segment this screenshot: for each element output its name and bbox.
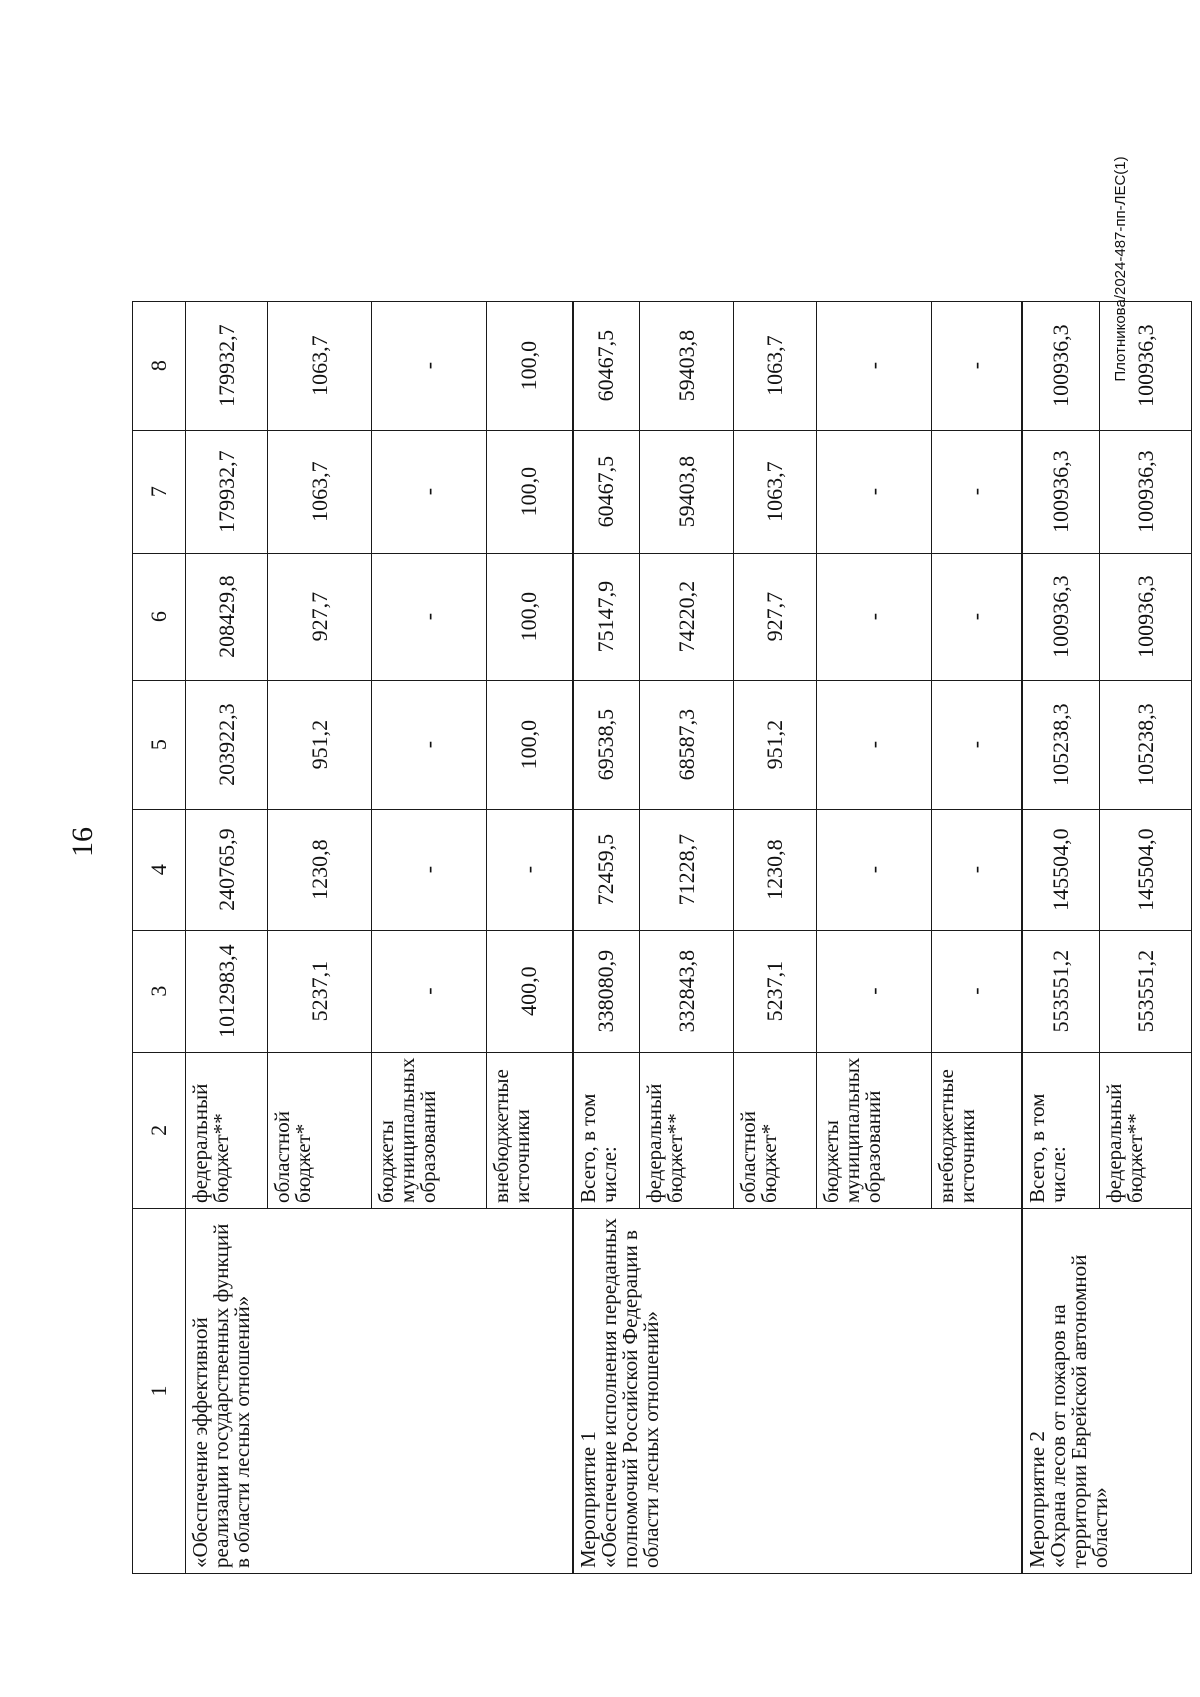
value-cell: 1063,7 xyxy=(734,430,817,553)
value-cell: - xyxy=(817,553,932,680)
budget-table xyxy=(132,301,1192,1574)
value-cell: - xyxy=(932,553,1022,680)
value-cell: 100936,3 xyxy=(1022,553,1100,680)
value-cell: 59403,8 xyxy=(640,301,734,430)
funding-source: областной бюджет* xyxy=(268,1052,372,1208)
value-cell: 100,0 xyxy=(487,680,573,809)
value-cell: 60467,5 xyxy=(573,301,640,430)
value-cell: 105238,3 xyxy=(1100,680,1192,809)
value-cell: 100,0 xyxy=(487,301,573,430)
value-cell: - xyxy=(372,930,487,1052)
value-cell: 145504,0 xyxy=(1022,809,1100,930)
value-cell: 1012983,4 xyxy=(186,930,268,1052)
table-row xyxy=(573,301,640,1573)
funding-source: федеральный бюджет** xyxy=(1100,1052,1192,1208)
value-cell: 332843,8 xyxy=(640,930,734,1052)
value-cell: 72459,5 xyxy=(573,809,640,930)
funding-source: федеральный бюджет** xyxy=(640,1052,734,1208)
column-header: 1 xyxy=(133,1209,186,1574)
value-cell: 1063,7 xyxy=(268,301,372,430)
value-cell: 100936,3 xyxy=(1022,301,1100,430)
value-cell: 179932,7 xyxy=(186,430,268,553)
value-cell: 240765,9 xyxy=(186,809,268,930)
value-cell: 59403,8 xyxy=(640,430,734,553)
value-cell: 553551,2 xyxy=(1022,930,1100,1052)
activity-cell xyxy=(573,1209,1022,1574)
table-body xyxy=(186,301,1192,1573)
value-cell: 71228,7 xyxy=(640,809,734,930)
value-cell: - xyxy=(372,680,487,809)
page-number: 16 xyxy=(66,827,99,857)
value-cell: 100936,3 xyxy=(1100,430,1192,553)
value-cell: - xyxy=(372,301,487,430)
value-cell: 203922,3 xyxy=(186,680,268,809)
value-cell: 74220,2 xyxy=(640,553,734,680)
value-cell: 553551,2 xyxy=(1100,930,1192,1052)
value-cell: 100936,3 xyxy=(1100,553,1192,680)
column-header: 5 xyxy=(133,680,186,809)
value-cell: 951,2 xyxy=(734,680,817,809)
activity-text: Мероприятие 1 xyxy=(575,1431,600,1568)
header-row xyxy=(133,301,186,1573)
funding-source: Всего, в том числе: xyxy=(1022,1052,1100,1208)
value-cell: - xyxy=(817,809,932,930)
value-cell: 100936,3 xyxy=(1022,430,1100,553)
value-cell: - xyxy=(932,430,1022,553)
value-cell: 75147,9 xyxy=(573,553,640,680)
column-header: 4 xyxy=(133,809,186,930)
funding-source: областной бюджет* xyxy=(734,1052,817,1208)
funding-source: внебюджетные источники xyxy=(487,1052,573,1208)
value-cell: - xyxy=(932,680,1022,809)
funding-source: федеральный бюджет** xyxy=(186,1052,268,1208)
value-cell: 69538,5 xyxy=(573,680,640,809)
funding-source: бюджеты муниципальных образований xyxy=(817,1052,932,1208)
value-cell: - xyxy=(932,809,1022,930)
value-cell: - xyxy=(932,301,1022,430)
value-cell: - xyxy=(372,430,487,553)
value-cell: 1063,7 xyxy=(734,301,817,430)
value-cell: 400,0 xyxy=(487,930,573,1052)
activity-cell xyxy=(186,1209,573,1574)
value-cell: - xyxy=(487,809,573,930)
value-cell: 5237,1 xyxy=(268,930,372,1052)
activity-text: «Охрана лесов от пожаров на территории Еврейской автономной области» xyxy=(1045,1254,1112,1568)
value-cell: 1230,8 xyxy=(268,809,372,930)
value-cell: 5237,1 xyxy=(734,930,817,1052)
value-cell: 179932,7 xyxy=(186,301,268,430)
value-cell: 60467,5 xyxy=(573,430,640,553)
column-header: 6 xyxy=(133,553,186,680)
value-cell: 1063,7 xyxy=(268,430,372,553)
value-cell: 927,7 xyxy=(734,553,817,680)
value-cell: 105238,3 xyxy=(1022,680,1100,809)
funding-source: Всего, в том числе: xyxy=(573,1052,640,1208)
column-header: 3 xyxy=(133,930,186,1052)
value-cell: 1230,8 xyxy=(734,809,817,930)
value-cell: - xyxy=(372,809,487,930)
value-cell: 100,0 xyxy=(487,430,573,553)
table-row xyxy=(1022,301,1100,1573)
column-header: 2 xyxy=(133,1052,186,1208)
document-code: Плотникова/2024-487-пп-ЛЕС(1) xyxy=(1112,156,1129,382)
value-cell: 68587,3 xyxy=(640,680,734,809)
value-cell: - xyxy=(817,680,932,809)
value-cell: 100,0 xyxy=(487,553,573,680)
value-cell: - xyxy=(817,930,932,1052)
value-cell: 338080,9 xyxy=(573,930,640,1052)
activity-text: «Обеспечение эффективной реализации государственных функций в области лесных отношений» xyxy=(188,1223,254,1568)
value-cell: 100936,3 xyxy=(1100,301,1192,430)
value-cell: - xyxy=(932,930,1022,1052)
value-cell: - xyxy=(817,430,932,553)
table-row xyxy=(186,301,268,1573)
value-cell: 951,2 xyxy=(268,680,372,809)
column-header: 8 xyxy=(133,301,186,430)
funding-source: внебюджетные источники xyxy=(932,1052,1022,1208)
value-cell: 927,7 xyxy=(268,553,372,680)
value-cell: 145504,0 xyxy=(1100,809,1192,930)
funding-source: бюджеты муниципальных образований xyxy=(372,1052,487,1208)
column-header: 7 xyxy=(133,430,186,553)
value-cell: 208429,8 xyxy=(186,553,268,680)
activity-cell xyxy=(1022,1209,1192,1574)
activity-text: «Обеспечение исполнения переданных полномочий Российской Федерации в области лесных отношений» xyxy=(596,1218,663,1568)
value-cell: - xyxy=(372,553,487,680)
activity-text: Мероприятие 2 xyxy=(1024,1431,1049,1568)
value-cell: - xyxy=(817,301,932,430)
